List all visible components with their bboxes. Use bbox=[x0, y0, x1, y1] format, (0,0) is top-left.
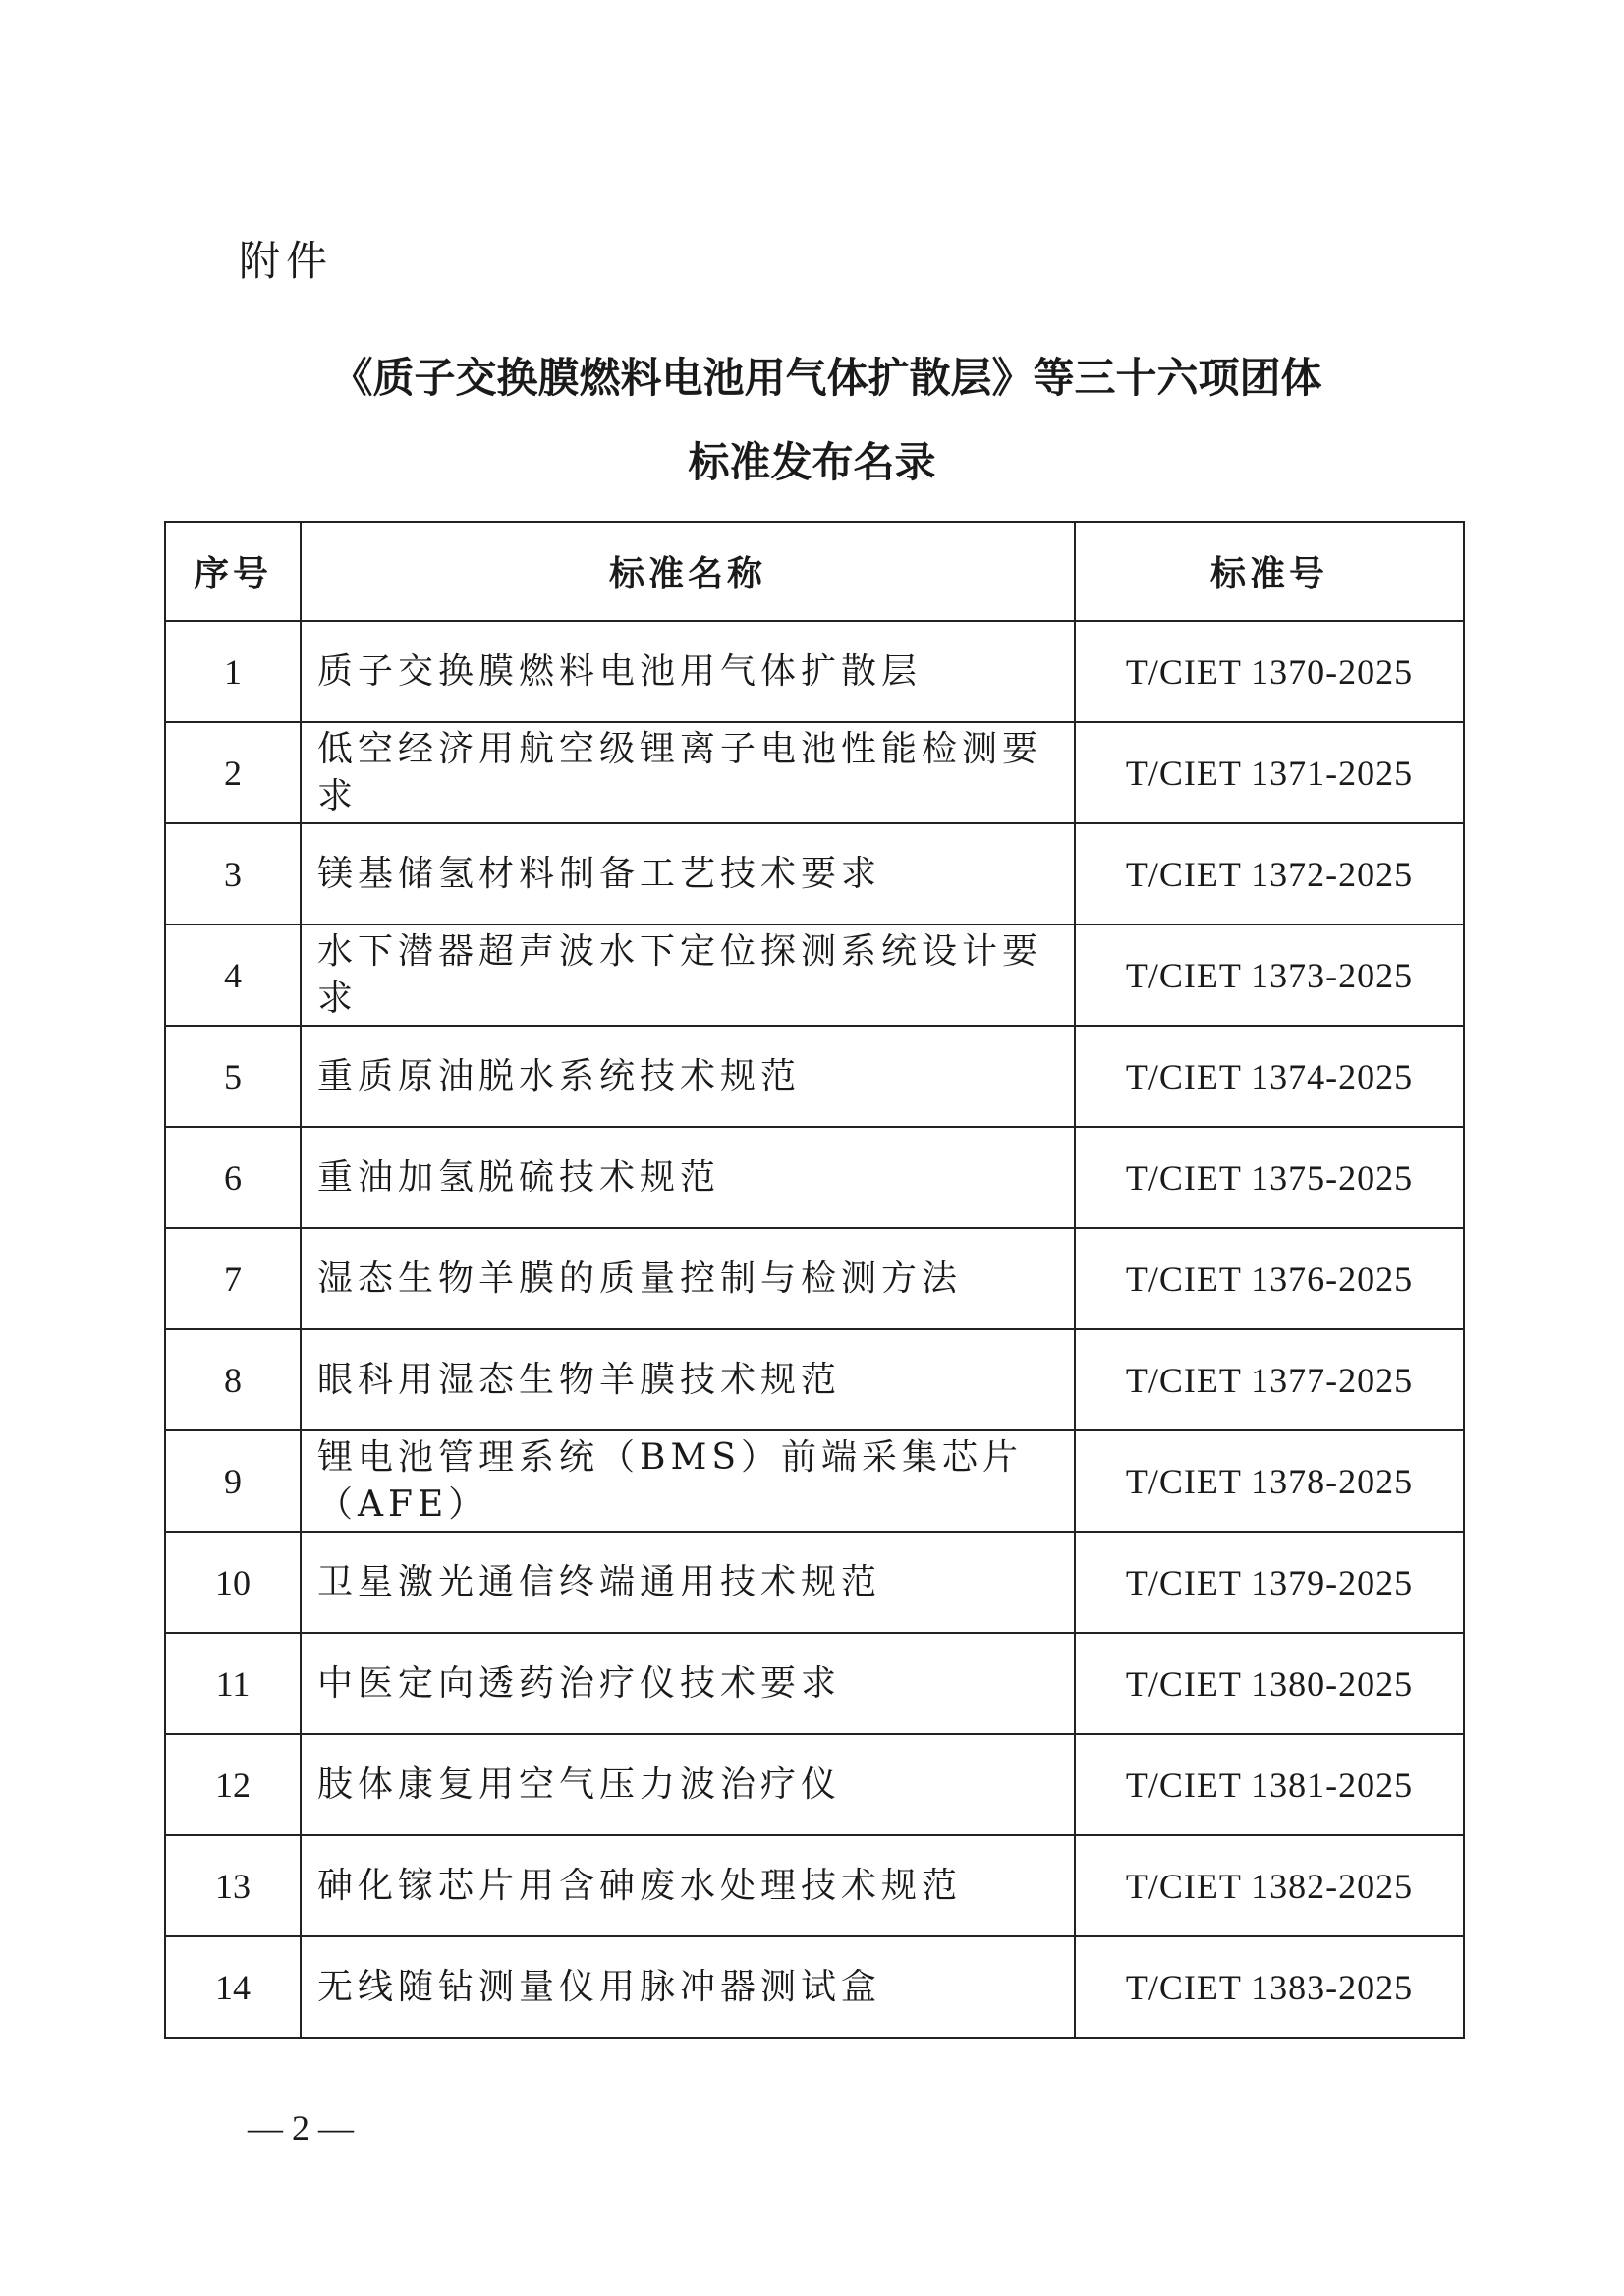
document-title-line2: 标准发布名录 bbox=[688, 438, 936, 486]
row-number: 10 bbox=[165, 1532, 301, 1633]
row-standard-name: 无线随钻测量仪用脉冲器测试盒 bbox=[301, 1936, 1075, 2038]
row-number: 11 bbox=[165, 1633, 301, 1734]
table-row bbox=[165, 1329, 1464, 1430]
row-number: 13 bbox=[165, 1835, 301, 1936]
row-standard-code: T/CIET 1376-2025 bbox=[1075, 1228, 1464, 1329]
row-standard-name: 肢体康复用空气压力波治疗仪 bbox=[301, 1734, 1075, 1835]
table-row bbox=[165, 823, 1464, 924]
row-standard-code: T/CIET 1377-2025 bbox=[1075, 1329, 1464, 1430]
row-number: 3 bbox=[165, 823, 301, 924]
row-number: 6 bbox=[165, 1127, 301, 1228]
row-standard-name: 卫星激光通信终端通用技术规范 bbox=[301, 1532, 1075, 1633]
row-number: 7 bbox=[165, 1228, 301, 1329]
table-row bbox=[165, 1127, 1464, 1228]
row-standard-name: 锂电池管理系统（BMS）前端采集芯片（AFE） bbox=[301, 1430, 1075, 1532]
row-standard-code: T/CIET 1371-2025 bbox=[1075, 722, 1464, 823]
row-standard-name: 中医定向透药治疗仪技术要求 bbox=[301, 1633, 1075, 1734]
table-row bbox=[165, 1936, 1464, 2038]
header-serial-number: 序号 bbox=[165, 522, 301, 621]
header-standard-name: 标准名称 bbox=[301, 522, 1075, 621]
row-number: 9 bbox=[165, 1430, 301, 1532]
row-standard-name: 重质原油脱水系统技术规范 bbox=[301, 1026, 1075, 1127]
row-standard-code: T/CIET 1381-2025 bbox=[1075, 1734, 1464, 1835]
row-standard-name: 砷化镓芯片用含砷废水处理技术规范 bbox=[301, 1835, 1075, 1936]
row-standard-code: T/CIET 1378-2025 bbox=[1075, 1430, 1464, 1532]
row-standard-code: T/CIET 1373-2025 bbox=[1075, 924, 1464, 1026]
header-standard-code: 标准号 bbox=[1075, 522, 1464, 621]
row-standard-code: T/CIET 1374-2025 bbox=[1075, 1026, 1464, 1127]
row-number: 14 bbox=[165, 1936, 301, 2038]
row-standard-name: 湿态生物羊膜的质量控制与检测方法 bbox=[301, 1228, 1075, 1329]
table-row bbox=[165, 1532, 1464, 1633]
row-number: 5 bbox=[165, 1026, 301, 1127]
row-number: 12 bbox=[165, 1734, 301, 1835]
row-standard-code: T/CIET 1375-2025 bbox=[1075, 1127, 1464, 1228]
table-row bbox=[165, 621, 1464, 722]
attachment-label: 附件 bbox=[239, 237, 334, 285]
table-row bbox=[165, 1228, 1464, 1329]
row-standard-code: T/CIET 1382-2025 bbox=[1075, 1835, 1464, 1936]
row-number: 2 bbox=[165, 722, 301, 823]
row-standard-code: T/CIET 1372-2025 bbox=[1075, 823, 1464, 924]
table-row bbox=[165, 1835, 1464, 1936]
page-number: — 2 — bbox=[248, 2108, 354, 2148]
table-row bbox=[165, 1734, 1464, 1835]
table-row bbox=[165, 924, 1464, 1026]
table-row bbox=[165, 1633, 1464, 1734]
row-number: 8 bbox=[165, 1329, 301, 1430]
table-row bbox=[165, 722, 1464, 823]
row-standard-code: T/CIET 1383-2025 bbox=[1075, 1936, 1464, 2038]
row-standard-name: 重油加氢脱硫技术规范 bbox=[301, 1127, 1075, 1228]
row-standard-code: T/CIET 1380-2025 bbox=[1075, 1633, 1464, 1734]
row-number: 4 bbox=[165, 924, 301, 1026]
row-standard-name: 眼科用湿态生物羊膜技术规范 bbox=[301, 1329, 1075, 1430]
row-standard-name: 镁基储氢材料制备工艺技术要求 bbox=[301, 823, 1075, 924]
row-standard-code: T/CIET 1379-2025 bbox=[1075, 1532, 1464, 1633]
row-standard-code: T/CIET 1370-2025 bbox=[1075, 621, 1464, 722]
row-standard-name: 低空经济用航空级锂离子电池性能检测要求 bbox=[301, 722, 1075, 823]
row-standard-name: 水下潜器超声波水下定位探测系统设计要求 bbox=[301, 924, 1075, 1026]
table-row bbox=[165, 1026, 1464, 1127]
row-number: 1 bbox=[165, 621, 301, 722]
row-standard-name: 质子交换膜燃料电池用气体扩散层 bbox=[301, 621, 1075, 722]
document-title-line1: 《质子交换膜燃料电池用气体扩散层》等三十六项团体 bbox=[331, 354, 1322, 402]
table-header-row bbox=[165, 522, 1464, 621]
table-row bbox=[165, 1430, 1464, 1532]
standards-table bbox=[164, 521, 1465, 2039]
